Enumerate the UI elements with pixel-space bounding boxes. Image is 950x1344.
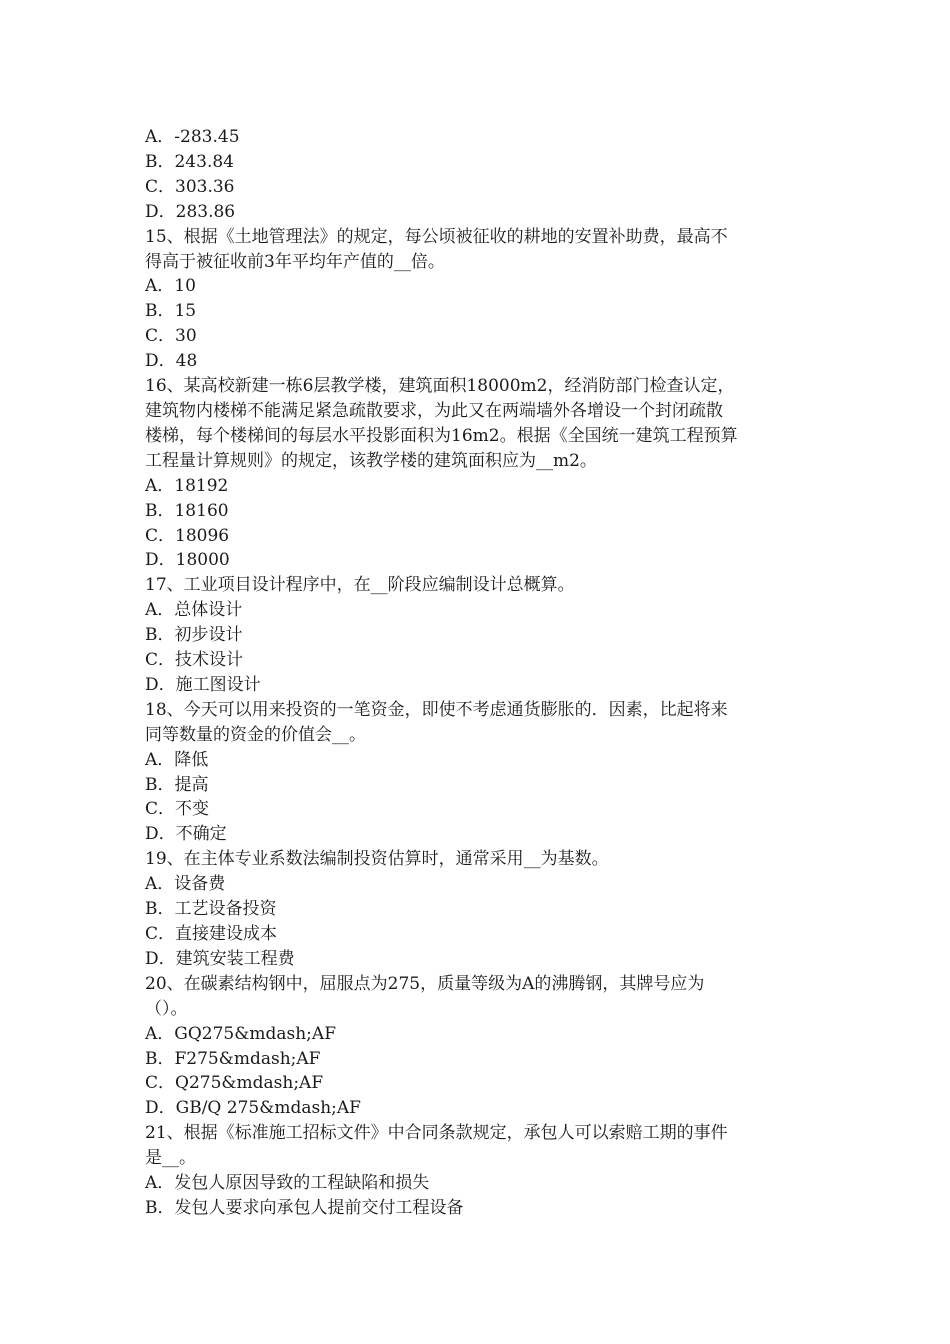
answer-option: B．发包人要求向承包人提前交付工程设备 [145, 1197, 464, 1218]
answer-option: D．建筑安装工程费 [145, 948, 295, 969]
answer-option: D．283.86 [145, 201, 236, 222]
question-line: 同等数量的资金的价值会__。 [145, 724, 366, 745]
question-text [145, 847, 810, 872]
answer-option: D．不确定 [145, 824, 227, 845]
question-line: 21、根据《标准施工招标文件》中合同条款规定，承包人可以索赔工期的事件 [145, 1123, 728, 1144]
answer-option: C．直接建设成本 [145, 924, 278, 944]
answer-option: D．48 [145, 351, 198, 372]
question-text [145, 374, 810, 474]
answer-option: A．18192 [145, 475, 229, 496]
answer-option: C．技术设计 [145, 650, 244, 671]
answer-option: B．工艺设备投资 [145, 899, 277, 920]
question-line: 工程量计算规则》的规定，该教学楼的建筑面积应为__m2。 [145, 450, 597, 471]
question-line: 16、某高校新建一栋6层教学楼，建筑面积18000m2，经消防部门检查认定， [145, 376, 735, 397]
answer-option: A．GQ275&mdash;AF [145, 1023, 336, 1044]
answer-option: B．提高 [145, 774, 209, 795]
question-line: 15、根据《土地管理法》的规定，每公顷被征收的耕地的安置补助费，最高不 [145, 226, 728, 247]
answer-option: A．10 [145, 276, 196, 297]
question-text [145, 573, 810, 598]
answer-option: B．F275&mdash;AF [145, 1048, 321, 1069]
question-text [145, 1121, 810, 1171]
answer-option: A．设备费 [145, 874, 226, 895]
answer-option: B．15 [145, 301, 197, 322]
question-text [145, 972, 810, 1022]
question-line: （）。 [145, 998, 188, 1019]
answer-option: C．30 [145, 326, 197, 347]
question-line: 得高于被征收前3年平均年产值的__倍。 [145, 251, 445, 272]
answer-option: D．18000 [145, 550, 230, 571]
question-line: 19、在主体专业系数法编制投资估算时，通常采用__为基数。 [145, 849, 609, 870]
answer-option: A．总体设计 [145, 600, 243, 621]
answer-option: B．18160 [145, 500, 229, 521]
answer-option: B．243.84 [145, 151, 234, 172]
question-line: 18、今天可以用来投资的一笔资金，即使不考虑通货膨胀的．因素，比起将来 [145, 699, 728, 720]
answer-option: C．Q275&mdash;AF [145, 1073, 324, 1094]
answer-option: C．303.36 [145, 176, 235, 197]
answer-option: C．不变 [145, 799, 210, 820]
question-text [145, 225, 810, 275]
answer-option: A．降低 [145, 749, 209, 770]
question-line: 17、工业项目设计程序中，在__阶段应编制设计总概算。 [145, 575, 575, 596]
question-line: 是__。 [145, 1148, 196, 1169]
answer-option: D．施工图设计 [145, 674, 261, 695]
question-text [145, 698, 810, 748]
document-page [145, 125, 810, 1221]
answer-option: B．初步设计 [145, 625, 243, 646]
answer-option: D．GB/Q 275&mdash;AF [145, 1098, 361, 1119]
answer-option: C．18096 [145, 525, 230, 546]
question-line: 建筑物内楼梯不能满足紧急疏散要求，为此又在两端墙外各增设一个封闭疏散 [145, 400, 723, 421]
question-line: 20、在碳素结构钢中，屈服点为275，质量等级为A的沸腾钢，其牌号应为 [145, 973, 705, 994]
answer-option: A．-283.45 [145, 127, 240, 147]
answer-option: A．发包人原因导致的工程缺陷和损失 [145, 1173, 430, 1194]
question-line: 楼梯，每个楼梯间的每层水平投影面积为16m2。根据《全国统一建筑工程预算 [145, 425, 738, 446]
